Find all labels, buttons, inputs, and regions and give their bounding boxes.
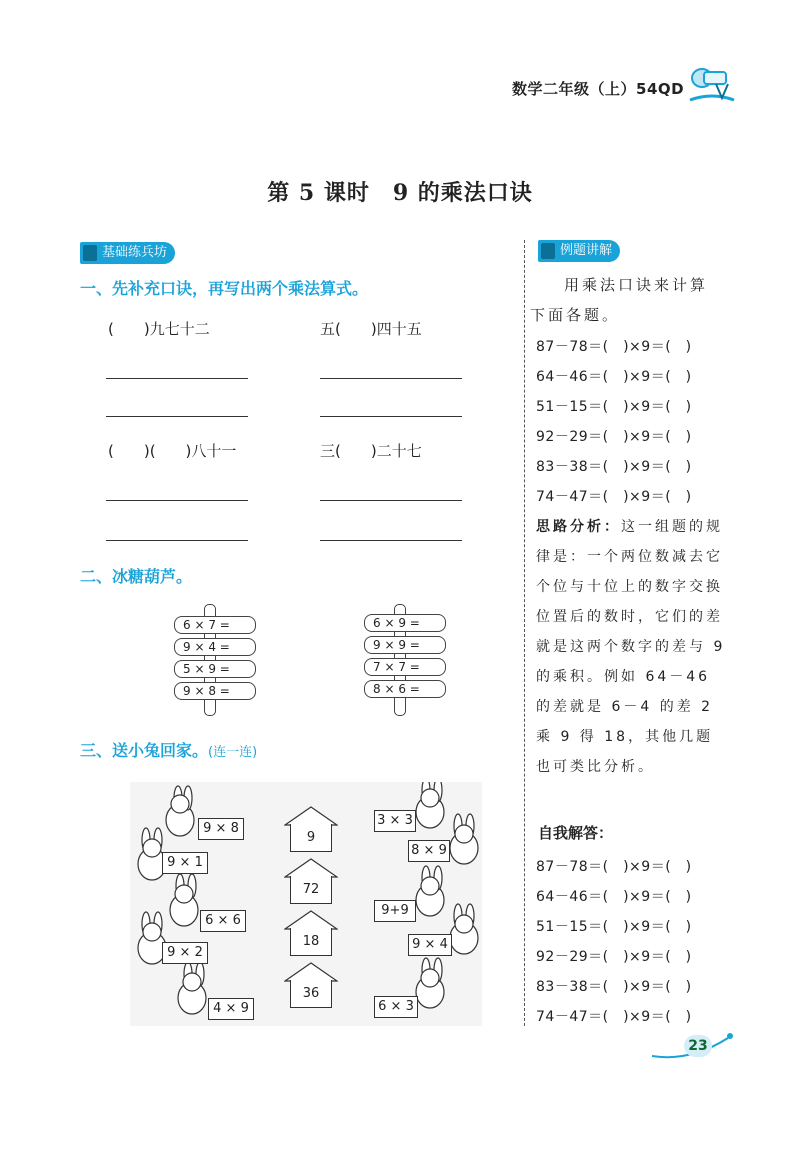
example-eq: 87－78＝( )×9＝( )	[536, 339, 692, 355]
rabbit-icon	[178, 962, 206, 1014]
rabbit-label[interactable]: 9 × 8	[198, 818, 244, 840]
skewer-ball[interactable]: 7 × 7 =	[364, 658, 446, 676]
self-eq[interactable]: 51－15＝( )×9＝( )	[536, 919, 692, 935]
analysis-text: 这一组题的规律是：一个两位数减去它个位与十位上的数字交换位置后的数时，它们的差就是这两个数字的差与 9 的乘积。例如 64－46 的差就是 6－4 的差 2 乘 9 得 18，其他几题也可类比分析。	[536, 519, 726, 775]
rabbit-label[interactable]: 6 × 3	[374, 996, 418, 1018]
rabbit-icon	[170, 874, 198, 926]
q2-heading: 二、冰糖葫芦。	[80, 567, 193, 586]
skewer-ball[interactable]: 9 × 4 =	[174, 638, 256, 656]
example-intro: 用乘法口诀来计算下面各题。	[530, 276, 709, 324]
rabbit-label[interactable]: 9 × 4	[408, 934, 452, 956]
rabbit-label[interactable]: 3 × 3	[374, 810, 416, 832]
q3-note: (连一连)	[208, 745, 258, 760]
section-tag-example-label: 例题讲解	[560, 243, 613, 258]
q3-heading	[80, 738, 257, 761]
lesson-title: 第 5 课时 9 的乘法口诀	[267, 180, 533, 206]
house[interactable]: 9	[290, 824, 332, 852]
self-eq[interactable]: 83－38＝( )×9＝( )	[536, 979, 692, 995]
self-answer-label: 自我解答：	[538, 824, 614, 842]
q1-item-2: 五( )四十五	[320, 320, 422, 338]
house-roof-icon	[284, 910, 338, 930]
example-eq: 92－29＝( )×9＝( )	[536, 429, 692, 445]
example-eq: 83－38＝( )×9＝( )	[536, 459, 692, 475]
rabbit-icon	[450, 814, 478, 864]
lightbulb-icon	[541, 243, 555, 259]
rabbit-label[interactable]: 9 × 1	[162, 852, 208, 874]
practice-icon	[83, 245, 97, 261]
rabbit-label[interactable]: 9+9	[374, 900, 416, 922]
telescope-icon	[686, 62, 738, 104]
self-eq[interactable]: 87－78＝( )×9＝( )	[536, 859, 692, 875]
house-roof-icon	[284, 858, 338, 878]
column-divider	[524, 240, 525, 1026]
self-eq[interactable]: 74－47＝( )×9＝( )	[536, 1009, 692, 1025]
rabbit-icon	[166, 786, 194, 836]
skewer-ball[interactable]: 5 × 9 =	[174, 660, 256, 678]
skewer-ball[interactable]: 9 × 8 =	[174, 682, 256, 700]
skewer-ball[interactable]: 6 × 7 =	[174, 616, 256, 634]
page-number: 23	[684, 1035, 712, 1057]
section-tag-example	[538, 240, 620, 262]
example-eq: 51－15＝( )×9＝( )	[536, 399, 692, 415]
rabbit-icon	[416, 958, 444, 1008]
answer-line[interactable]	[106, 500, 248, 501]
section-tag-basic-label: 基础练兵坊	[102, 245, 168, 260]
rabbit-icon	[416, 866, 444, 916]
self-eq[interactable]: 92－29＝( )×9＝( )	[536, 949, 692, 965]
skewer-ball[interactable]: 8 × 6 =	[364, 680, 446, 698]
q3-heading-text: 三、送小兔回家。	[80, 741, 209, 760]
house-roof-icon	[284, 962, 338, 982]
house[interactable]: 72	[290, 876, 332, 904]
answer-line[interactable]	[320, 378, 462, 379]
q1-heading: 一、先补充口诀，再写出两个乘法算式。	[80, 279, 369, 298]
house[interactable]: 18	[290, 928, 332, 956]
rabbit-label[interactable]: 6 × 6	[200, 910, 246, 932]
answer-line[interactable]	[320, 540, 462, 541]
analysis	[536, 512, 728, 782]
example-eq: 64－46＝( )×9＝( )	[536, 369, 692, 385]
header-text: 数学二年级（上）54QD	[512, 80, 685, 98]
analysis-label: 思路分析：	[536, 519, 621, 535]
rabbit-icon	[416, 782, 444, 828]
q1-item-1: ( )九七十二	[108, 320, 210, 338]
rabbit-label[interactable]: 9 × 2	[162, 942, 208, 964]
skewer-ball[interactable]: 6 × 9 =	[364, 614, 446, 632]
q1-item-4: 三( )二十七	[320, 442, 422, 460]
q1-item-3: ( )( )八十一	[108, 442, 237, 460]
house[interactable]: 36	[290, 980, 332, 1008]
skewer-ball[interactable]: 9 × 9 =	[364, 636, 446, 654]
rabbit-icon	[450, 904, 478, 954]
rabbit-label[interactable]: 8 × 9	[408, 840, 450, 862]
answer-line[interactable]	[106, 378, 248, 379]
answer-line[interactable]	[320, 500, 462, 501]
example-eq: 74－47＝( )×9＝( )	[536, 489, 692, 505]
rabbit-label[interactable]: 4 × 9	[208, 998, 254, 1020]
self-eq[interactable]: 64－46＝( )×9＝( )	[536, 889, 692, 905]
answer-line[interactable]	[106, 416, 248, 417]
answer-line[interactable]	[320, 416, 462, 417]
answer-line[interactable]	[106, 540, 248, 541]
section-tag-basic	[80, 242, 175, 264]
house-roof-icon	[284, 806, 338, 826]
